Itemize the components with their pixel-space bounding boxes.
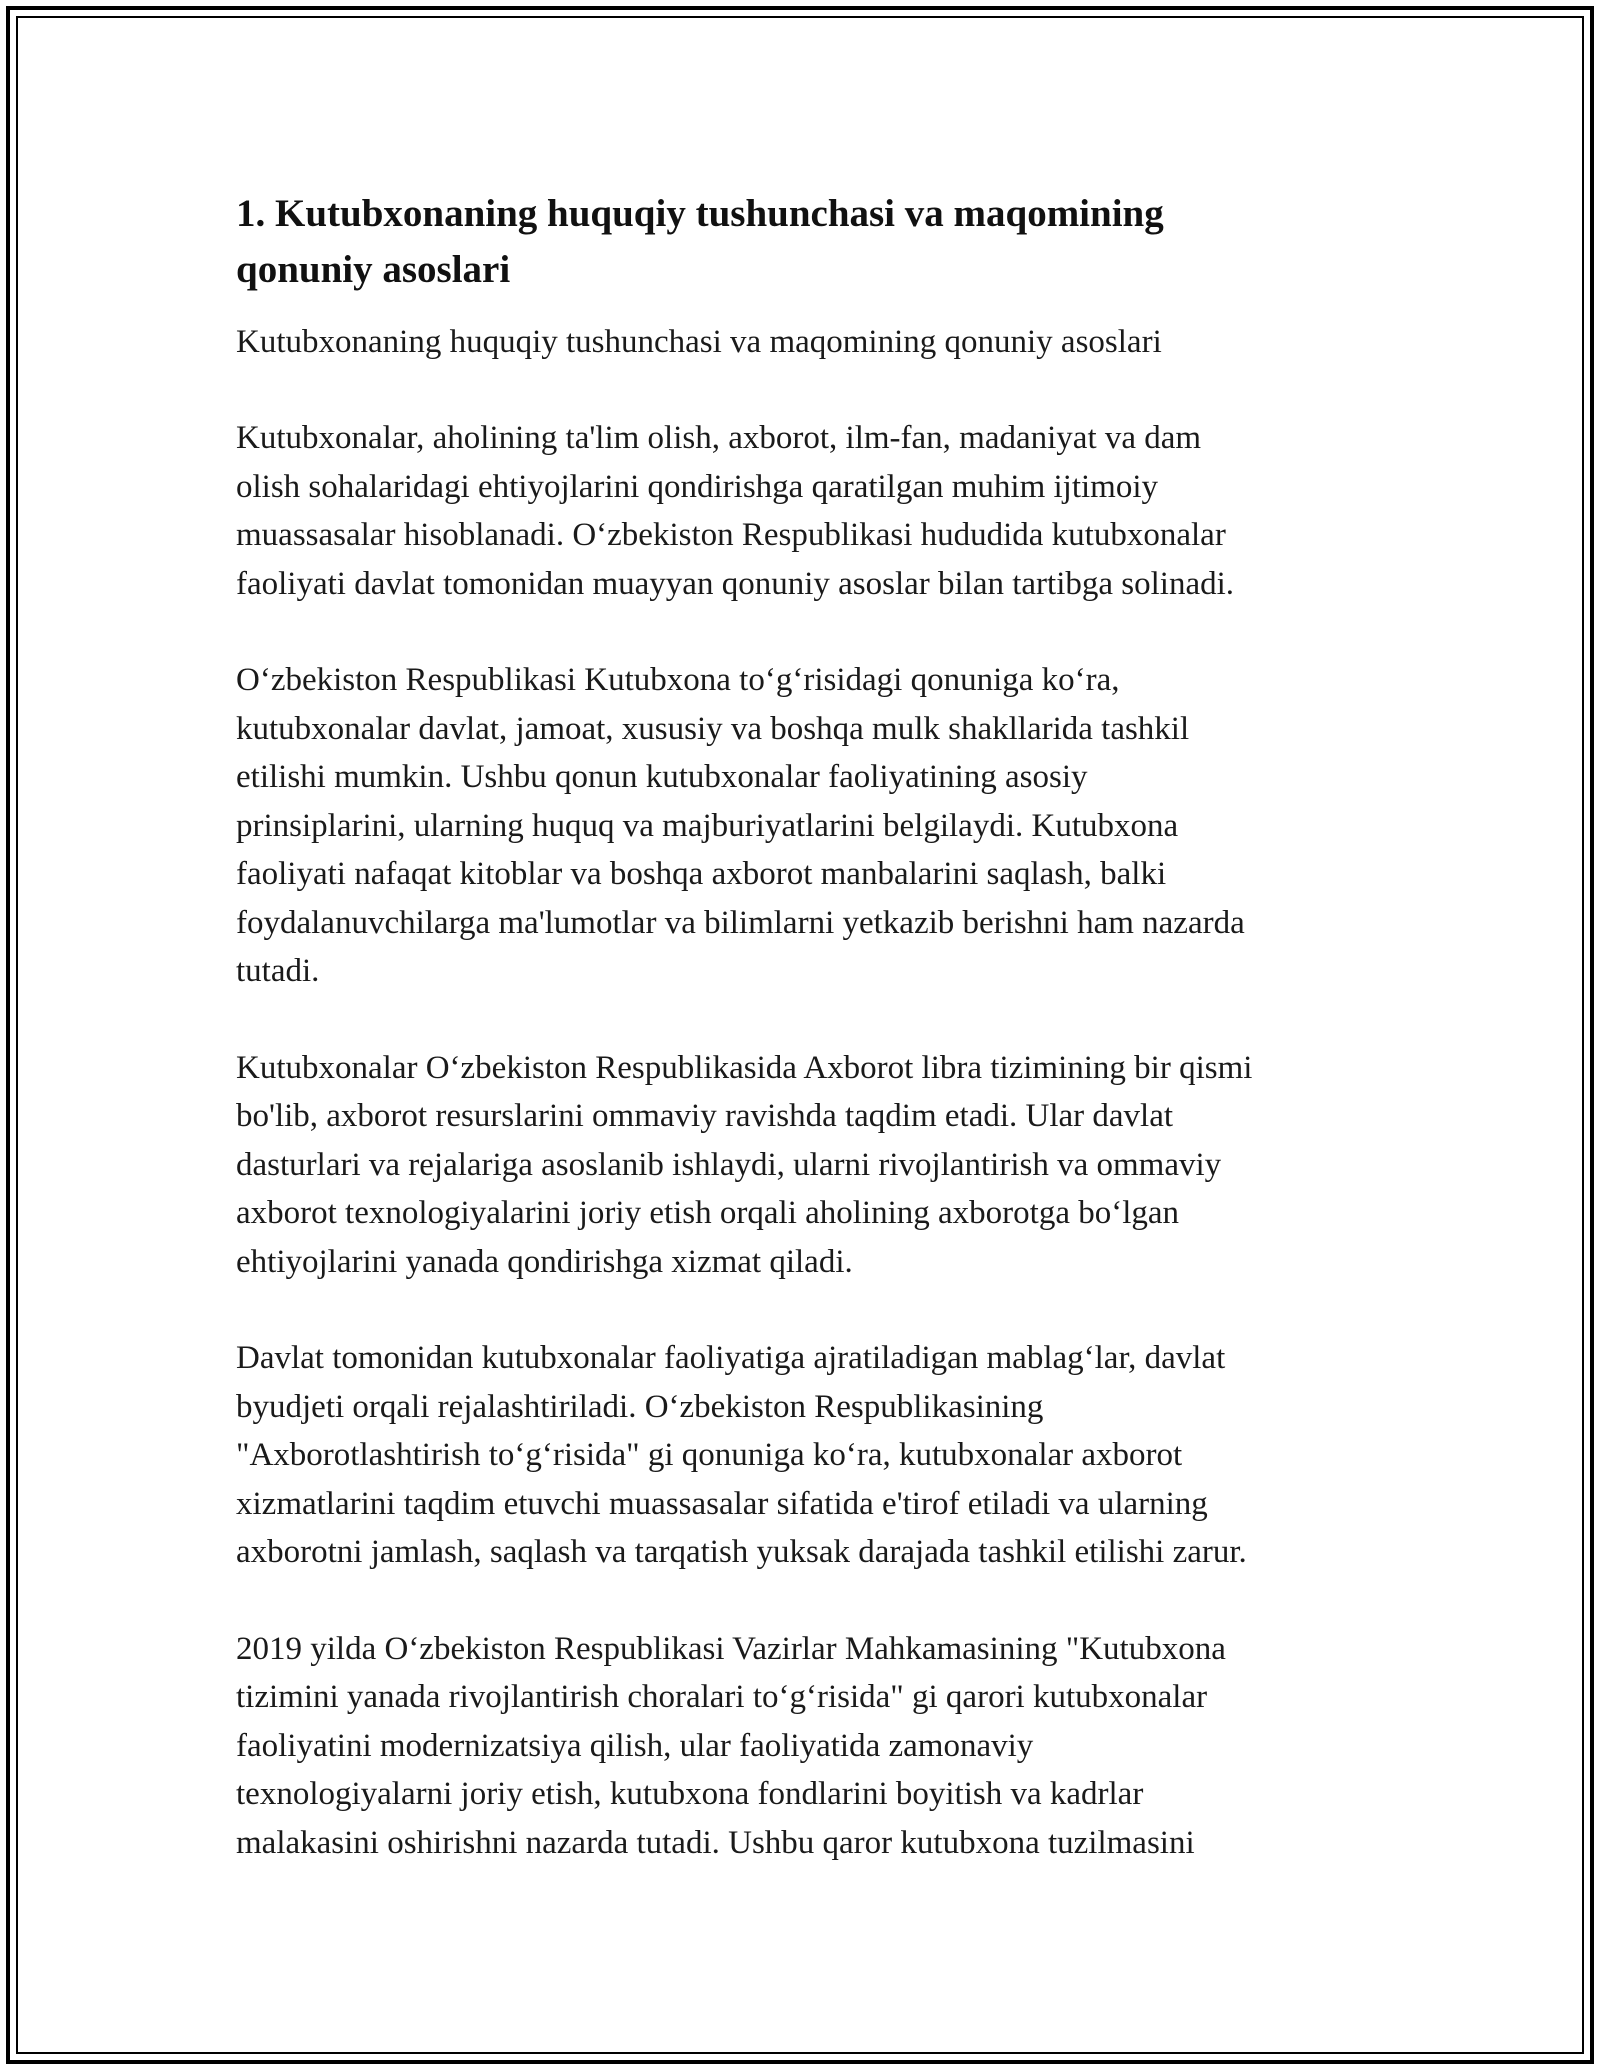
paragraph-1 xyxy=(236,414,1376,608)
paragraph-line: faoliyati davlat tomonidan muayyan qonuniy asoslar bilan tartibga solinadi. xyxy=(236,565,1235,602)
paragraph-line: ehtiyojlarini yanada qondirishga xizmat qiladi. xyxy=(236,1243,853,1280)
paragraph-line: bo'lib, axborot resurslarini ommaviy ravishda taqdim etadi. Ular davlat xyxy=(236,1098,1174,1134)
document-subtitle: Kutubxonaning huquqiy tushunchasi va maqomining qonuniy asoslari xyxy=(236,324,1162,360)
title-line-2: qonuniy asoslari xyxy=(236,248,511,291)
paragraph-line: axborot texnologiyalarini joriy etish orqali aholining axborotga bo‘lgan xyxy=(236,1195,1180,1231)
paragraph-4 xyxy=(236,1334,1376,1577)
paragraph-line: xizmatlarini taqdim etuvchi muassasalar sifatida e'tirof etiladi va ularning xyxy=(236,1485,1208,1522)
paragraph-line: malakasini oshirishni nazarda tutadi. Ushbu qaror kutubxona tuzilmasini xyxy=(236,1824,1195,1861)
paragraph-line: etilishi mumkin. Ushbu qonun kutubxonalar faoliyatining asosiy xyxy=(236,759,1088,795)
paragraph-line: tizimini yanada rivojlantirish choralari to‘g‘risida" gi qarori kutubxonalar xyxy=(236,1679,1208,1715)
paragraph-line: tutadi. xyxy=(236,953,320,989)
paragraph-line: O‘zbekiston Respublikasi Kutubxona to‘g‘risidagi qonuniga ko‘ra, xyxy=(236,662,1120,698)
paragraph-line: Kutubxonalar, aholining ta'lim olish, axborot, ilm-fan, madaniyat va dam xyxy=(236,420,1202,456)
paragraph-line: axborotni jamlash, saqlash va tarqatish yuksak darajada tashkil etilishi zarur. xyxy=(236,1534,1247,1570)
paragraph-line: foydalanuvchilarga ma'lumotlar va bilimlarni yetkazib berishni ham nazarda xyxy=(236,904,1245,941)
paragraph-line: texnologiyalarni joriy etish, kutubxona fondlarini boyitish va kadrlar xyxy=(236,1776,1144,1812)
paragraph-line: muassasalar hisoblanadi. O‘zbekiston Respublikasi hududida kutubxonalar xyxy=(236,517,1226,553)
paragraph-line: olish sohalaridagi ehtiyojlarini qondirishga qaratilgan muhim ijtimoiy xyxy=(236,468,1159,505)
title-line-1: 1. Kutubxonaning huquqiy tushunchasi va maqomining xyxy=(236,192,1164,235)
paragraph-2 xyxy=(236,656,1376,996)
paragraph-line: kutubxonalar davlat, jamoat, xususiy va boshqa mulk shakllarida tashkil xyxy=(236,710,1190,747)
paragraph-line: 2019 yilda O‘zbekiston Respublikasi Vazirlar Mahkamasining "Kutubxona xyxy=(236,1630,1226,1667)
paragraph-line: "Axborotlashtirish to‘g‘risida" gi qonuniga ko‘ra, kutubxonalar axborot xyxy=(236,1437,1183,1473)
paragraph-line: prinsiplarini, ularning huquq va majburiyatlarini belgilaydi. Kutubxona xyxy=(236,807,1179,844)
paragraph-line: faoliyati nafaqat kitoblar va boshqa axborot manbalarini saqlash, balki xyxy=(236,856,1167,892)
paragraph-line: Davlat tomonidan kutubxonalar faoliyatiga ajratiladigan mablag‘lar, davlat xyxy=(236,1340,1226,1376)
paragraph-line: dasturlari va rejalariga asoslanib ishlaydi, ularni rivojlantirish va ommaviy xyxy=(236,1146,1222,1183)
document-title xyxy=(236,186,1376,298)
document-body xyxy=(236,186,1376,1915)
paragraph-line: faoliyatini modernizatsiya qilish, ular faoliyatida zamonaviy xyxy=(236,1727,1034,1764)
paragraph-3 xyxy=(236,1044,1376,1287)
paragraph-line: Kutubxonalar O‘zbekiston Respublikasida Axborot libra tizimining bir qismi xyxy=(236,1049,1253,1086)
paragraph-5 xyxy=(236,1625,1376,1868)
paragraph-line: byudjeti orqali rejalashtiriladi. O‘zbekiston Respublikasining xyxy=(236,1388,1044,1425)
